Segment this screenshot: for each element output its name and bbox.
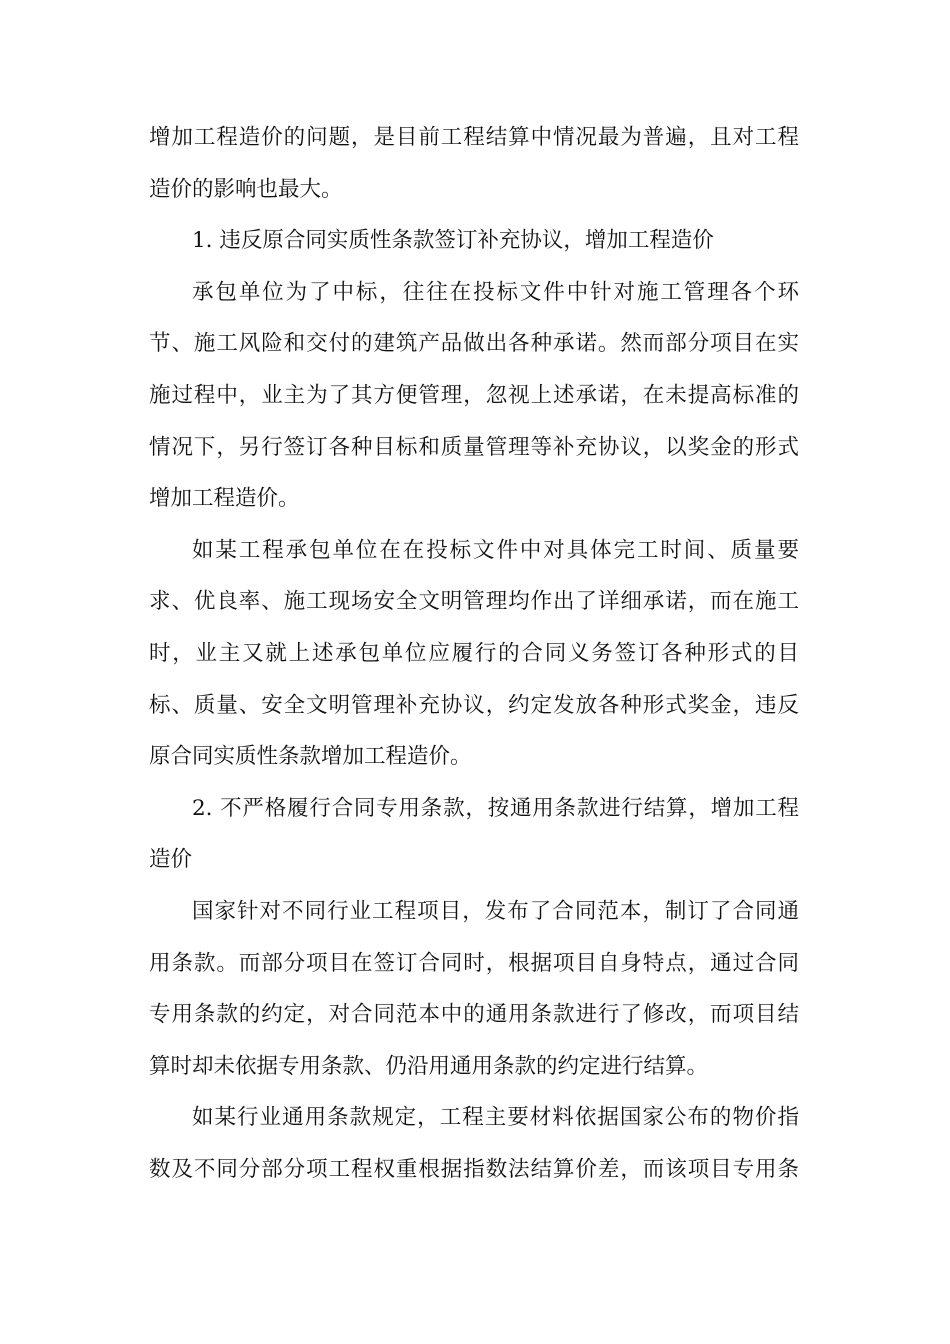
section-heading: 1. 违反原合同实质性条款签订补充协议，增加工程造价 [192, 228, 714, 254]
paragraph-line: 求、优良率、施工现场安全文明管理均作出了详细承诺，而在施工 [149, 589, 799, 615]
paragraph-line: 时，业主又就上述承包单位应履行的合同义务签订各种形式的目 [149, 640, 799, 666]
paragraph-line: 承包单位为了中标，往往在投标文件中针对施工管理各个环 [192, 279, 799, 305]
paragraph-line: 增加工程造价。 [149, 486, 300, 512]
section-heading-continued: 造价 [149, 847, 193, 873]
paragraph-line: 增加工程造价的问题，是目前工程结算中情况最为普遍，且对工程 [149, 125, 799, 150]
paragraph-line: 施过程中，业主为了其方便管理，忽视上述承诺，在未提高标准的 [149, 382, 799, 408]
paragraph-line: 如某工程承包单位在在投标文件中对具体完工时间、质量要 [192, 537, 799, 563]
paragraph-line: 节、施工风险和交付的建筑产品做出各种承诺。然而部分项目在实 [149, 331, 799, 357]
paragraph-line: 国家针对不同行业工程项目，发布了合同范本，制订了合同通 [192, 898, 799, 924]
document-body [149, 112, 799, 1195]
paragraph-line: 造价的影响也最大。 [149, 176, 343, 202]
paragraph-line: 数及不同分部分项工程权重根据指数法结算价差，而该项目专用条 [149, 1156, 799, 1182]
paragraph-line: 标、质量、安全文明管理补充协议，约定发放各种形式奖金，违反 [149, 692, 799, 718]
section-heading: 2. 不严格履行合同专用条款，按通用条款进行结算，增加工程 [192, 795, 799, 821]
paragraph-line: 专用条款的约定，对合同范本中的通用条款进行了修改，而项目结 [149, 1002, 799, 1028]
paragraph-line: 情况下，另行签订各种目标和质量管理等补充协议，以奖金的形式 [149, 434, 799, 460]
paragraph-line: 算时却未依据专用条款、仍沿用通用条款的约定进行结算。 [149, 1053, 709, 1079]
paragraph-line: 如某行业通用条款规定，工程主要材料依据国家公布的物价指 [192, 1105, 799, 1131]
paragraph-line: 用条款。而部分项目在签订合同时，根据项目自身特点，通过合同 [149, 950, 799, 976]
paragraph-line: 原合同实质性条款增加工程造价。 [149, 744, 472, 770]
